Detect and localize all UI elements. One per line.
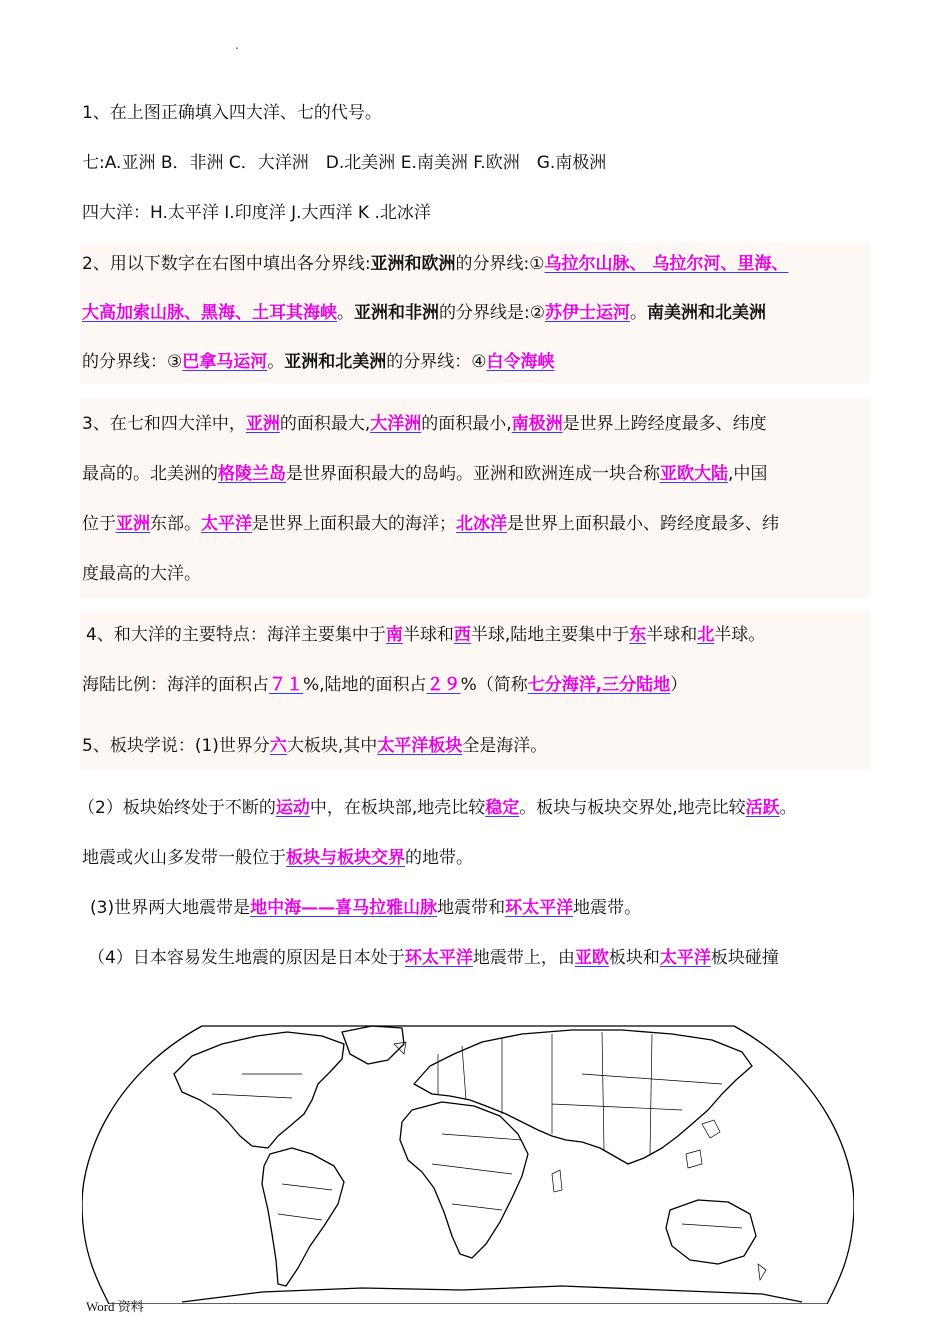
q4-answer: 南 <box>385 625 403 645</box>
q4-line1 <box>86 622 765 648</box>
q5-text: 地震带。 <box>573 898 642 918</box>
q3-answer: 亚洲 <box>116 514 150 534</box>
q5-text: (3)世界两大地震带是 <box>90 898 251 918</box>
q5-text: （2）板块始终处于不断的 <box>78 798 276 818</box>
q3-text: 的面积最小, <box>421 414 512 434</box>
q5-text: 。 <box>779 798 797 818</box>
q5-text: 的地带。 <box>405 848 473 868</box>
q5-text: （4）日本容易发生地震的原因是日本处于 <box>88 948 405 968</box>
q4-text: %（简称 <box>460 675 528 695</box>
q3-text: 最高的。北美洲的 <box>82 464 218 484</box>
q5-text: 。板块与板块交界处,地壳比较 <box>519 798 746 818</box>
q5-answer: 亚欧 <box>574 948 609 968</box>
eurasia-outline <box>414 1030 752 1164</box>
q3-text: 是世界上面积最小、跨经度最多、纬 <box>507 514 779 534</box>
q2-boundary-label: 亚洲和非洲 <box>354 303 439 323</box>
north-america-outline <box>174 1032 344 1148</box>
q2-boundary-label: 南美洲和北美洲 <box>646 303 766 323</box>
q4-answer: ７１ <box>269 675 303 695</box>
q4-text: %,陆地的面积占 <box>303 675 427 695</box>
q2-line1 <box>82 251 788 277</box>
q2-answer: 苏伊士运河 <box>544 303 630 323</box>
q2-text: 。 <box>267 352 285 372</box>
q3-line1 <box>82 411 767 437</box>
q2-line2 <box>82 300 766 326</box>
q3-answer: 北冰洋 <box>456 514 507 534</box>
q3-text: 的面积最大, <box>279 414 371 434</box>
q4-line2 <box>82 672 687 698</box>
q4-text: ） <box>670 675 688 695</box>
q5-text: 板块和 <box>608 948 660 968</box>
q5-answer: 地中海——喜马拉雅山脉 <box>250 898 438 918</box>
q5-answer: 板块与板块交界 <box>286 848 405 868</box>
q5-text: 大板块,其中 <box>286 736 378 756</box>
q1-oceans: 四大洋：H.太平洋 I.印度洋 J.大西洋 K .北冰洋 <box>82 203 431 223</box>
q5-answer: 稳定 <box>485 798 520 818</box>
q5-text: 板块碰撞 <box>710 948 779 968</box>
q3-text: 是世界上面积最大的海洋； <box>252 514 456 534</box>
q2-text: 。 <box>337 303 354 323</box>
q4-answer: 北 <box>697 625 715 645</box>
q4-text: 半球和 <box>402 625 454 645</box>
q2-answer: 乌拉尔山脉、 乌拉尔河、里海、 <box>544 254 789 274</box>
q4-answer: 东 <box>629 625 647 645</box>
q2-boundary-label: 亚洲和北美洲 <box>284 352 387 372</box>
q3-answer: 亚洲 <box>245 414 280 434</box>
q1-title: 1、在上图正确填入四大洋、七的代号。 <box>82 103 382 123</box>
q3-line3 <box>82 511 779 537</box>
q4-text: 半球,陆地主要集中于 <box>470 625 630 645</box>
q2-text: 的分界线：③ <box>82 352 183 372</box>
q5-text: 地震带上，由 <box>472 948 575 968</box>
q3-text: ,中国 <box>728 464 768 484</box>
islands <box>394 1042 766 1280</box>
q5-text: 全是海洋。 <box>462 736 548 756</box>
q5-text: 中，在板块部,地壳比较 <box>309 798 486 818</box>
q3-text: 是世界面积最大的岛屿。亚洲和欧洲连成一块合称 <box>286 464 660 484</box>
q5-answer: 环太平洋 <box>505 898 574 918</box>
q2-answer: 巴拿马运河 <box>182 352 268 372</box>
q5-answer: 六 <box>269 736 287 756</box>
q5-answer: 运动 <box>275 798 310 818</box>
q3-answer: 亚欧大陆 <box>660 464 728 484</box>
q3-text: 3、在七和四大洋中， <box>82 414 246 434</box>
q2-answer: 白令海峡 <box>486 352 555 372</box>
q4-text: 半球。 <box>714 625 766 645</box>
q1-continents: 七:A.亚洲 B．非洲 C．大洋洲 D.北美洲 E.南美洲 F.欧洲 G.南极洲 <box>82 153 607 173</box>
q4-answer: 七分海洋,三分陆地 <box>527 675 671 695</box>
q4-answer: 西 <box>453 625 471 645</box>
q5-answer: 太平洋 <box>659 948 711 968</box>
q3-answer: 大洋洲 <box>370 414 422 434</box>
q2-text: 的分界线:① <box>455 254 545 274</box>
australia-outline <box>666 1200 756 1264</box>
africa-outline <box>400 1102 528 1258</box>
q3-answer: 太平洋 <box>201 514 252 534</box>
header-dot: . <box>235 38 239 52</box>
q3-line4: 度最高的大洋。 <box>82 564 201 584</box>
footer-label: Word 资料 <box>86 1299 144 1314</box>
q5-answer: 环太平洋 <box>404 948 473 968</box>
q2-text: 2、用以下数字在右图中填出各分界线: <box>82 254 371 274</box>
world-map <box>82 1014 854 1304</box>
q5-answer: 太平洋板块 <box>377 736 463 756</box>
q2-text: 。 <box>629 303 647 323</box>
country-borders <box>212 1032 742 1228</box>
q4-text: 海陆比例：海洋的面积占 <box>82 675 269 695</box>
q5-line1 <box>82 733 547 759</box>
q3-text: 东部。 <box>150 514 201 534</box>
q2-answer: 大高加索山脉、黑海、土耳其海峡 <box>82 303 337 323</box>
q2-boundary-label: 亚洲和欧洲 <box>370 254 456 274</box>
q4-text: 半球和 <box>646 625 698 645</box>
q2-line3 <box>82 349 555 375</box>
q5-line3 <box>82 845 473 871</box>
q3-text: 是世界上跨经度最多、纬度 <box>562 414 767 434</box>
q5-answer: 活跃 <box>745 798 780 818</box>
q2-text: 的分界线是:② <box>439 303 545 323</box>
map-frame <box>82 1026 854 1304</box>
q2-text: 的分界线：④ <box>386 352 487 372</box>
q5-line5 <box>88 945 779 971</box>
q5-text: 地震或火山多发带一般位于 <box>82 848 286 868</box>
q4-text: 4、和大洋的主要特点：海洋主要集中于 <box>86 625 386 645</box>
q5-line2 <box>78 795 797 821</box>
q5-line4 <box>90 895 641 921</box>
q5-text: 地震带和 <box>437 898 506 918</box>
q3-text: 位于 <box>82 514 116 534</box>
antarctica-outline <box>182 1286 802 1302</box>
south-america-outline <box>262 1148 344 1286</box>
q3-line2 <box>82 461 767 487</box>
q3-answer: 格陵兰岛 <box>218 464 286 484</box>
q3-answer: 南极洲 <box>511 414 563 434</box>
q4-answer: ２９ <box>426 675 461 695</box>
q5-text: 5、板块学说：(1)世界分 <box>82 736 270 756</box>
